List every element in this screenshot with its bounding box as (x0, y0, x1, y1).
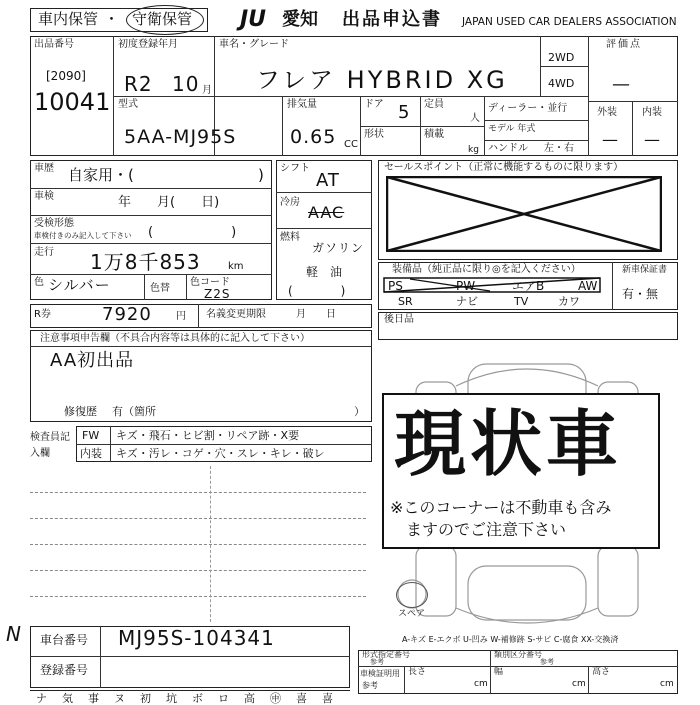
options-label: 装備品（純正品に限り◎を記入ください） (392, 264, 581, 275)
shift-label: シフト (280, 163, 310, 174)
receipt-label: 受検形態 (34, 218, 74, 229)
sales-points-label: セールスポイント（正常に機能するものに限ります） (384, 162, 624, 173)
capacity-unit: 人 (470, 113, 480, 124)
sales-points-cross (386, 176, 662, 252)
type-cert-ref: 参考 (370, 658, 384, 666)
storage-right: 守衛保管 (132, 10, 193, 28)
lot-number: 10041 (34, 88, 111, 116)
repair-close: ） (354, 405, 365, 418)
name-change-value: 月 日 (296, 309, 336, 320)
opt-airbag: エアB (512, 279, 545, 293)
name-change-label: 名義変更期限 (206, 309, 266, 320)
inspector-label: 検査員記入欄 (30, 432, 70, 459)
chassis-value: MJ95S-104341 (118, 626, 275, 650)
after-items-block (378, 312, 678, 340)
drive-4wd: 4WD (548, 77, 575, 90)
displacement-value: 0.65 (290, 126, 337, 148)
reg-label: 登録番号 (40, 663, 89, 677)
doors-label: ドア (364, 99, 384, 110)
rating-value: — (612, 74, 630, 95)
storage-circle (126, 5, 204, 35)
options-strike (380, 276, 608, 310)
notice-line2: ますのでご注意下さい (406, 520, 567, 539)
org-name: 愛知 (282, 9, 318, 30)
color-value: シルバー (48, 276, 111, 294)
notice-line1: ※このコーナーは不動車も含み (390, 498, 612, 517)
width-cm: cm (572, 679, 586, 689)
recycle-label: R券 (34, 309, 51, 320)
width-label: 幅 (494, 667, 504, 677)
footer-cell-7: ボ (192, 692, 203, 705)
shape-label: 形状 (364, 129, 384, 140)
color-code-value: Z2S (204, 287, 231, 301)
load-label: 積載 (424, 129, 444, 140)
cc-unit: CC (344, 139, 358, 150)
int-items: キズ・汚レ・コゲ・穴・スレ・キレ・破レ (116, 447, 325, 460)
name-label: 車名・グレード (219, 39, 289, 50)
storage-dot: ・ (104, 10, 120, 28)
footer-cell-6: 坑 (166, 692, 177, 705)
length-label: 長さ (408, 667, 427, 677)
opt-tv: TV (514, 295, 529, 308)
receipt-paren: ( ) (148, 225, 237, 240)
opt-aw: AW (578, 279, 598, 293)
interior-value: — (644, 130, 660, 149)
storage-left: 車内保管 (38, 10, 99, 28)
footer-strip (30, 690, 350, 704)
fw-items: キズ・飛石・ヒビ割・リペア跡・X要 (116, 429, 300, 442)
damage-legend: A-キズ E-エクボ U-凹み W-補修跡 S-サビ C-腐食 XX-交換済 (402, 635, 619, 644)
height-label: 高さ (592, 667, 611, 677)
notes-value: AA初出品 (50, 350, 135, 371)
repair-value: 有（箇所 (112, 405, 156, 418)
model-year-label: モデル 年式 (488, 124, 536, 134)
model-label: 型式 (118, 99, 138, 110)
notes-label: 注意事項申告欄（不具合内容等は具体的に記入して下さい） (40, 333, 310, 344)
interior-label: 内装 (642, 107, 662, 118)
handle-value: 左・右 (544, 143, 574, 154)
fuel-label: 燃料 (280, 232, 300, 243)
drive-2wd: 2WD (548, 51, 575, 64)
chassis-label: 車台番号 (40, 633, 89, 647)
first-reg-label: 初度登録年月 (118, 39, 178, 50)
displacement-label: 排気量 (287, 99, 317, 110)
history-label: 車歴 (34, 163, 54, 174)
fw-label: FW (82, 429, 100, 442)
footer-cell-5: 初 (140, 692, 151, 705)
warranty-value: 有・無 (622, 287, 659, 301)
footer-cell-10: ㊥ (270, 692, 281, 705)
kg-unit: kg (468, 145, 479, 155)
doors-value: 5 (398, 102, 411, 123)
color-code-label: 色コード (190, 277, 230, 288)
mileage-label: 走行 (34, 247, 54, 258)
opt-sr: SR (398, 295, 413, 308)
ac-value: AAC (308, 203, 345, 222)
handle-label: ハンドル (488, 143, 528, 154)
exterior-value: — (602, 130, 618, 149)
footer-cell-3: 事 (88, 692, 99, 705)
history-close: ) (258, 166, 264, 184)
opt-leather: カワ (558, 295, 580, 308)
mileage-value: 1万8千853 (90, 250, 201, 274)
color-label: 色 (34, 277, 44, 288)
name-value: フレア HYBRID XG (256, 66, 508, 94)
first-reg-month: 10 (172, 72, 200, 96)
after-label: 後日品 (384, 314, 414, 325)
bottom-mark: N (6, 622, 21, 646)
opt-navi: ナビ (456, 295, 478, 308)
class-label: 類別区分番号 (494, 650, 542, 659)
receipt-note: 車検付きのみ記入して下さい (34, 231, 132, 240)
cert-ref: 参考 (362, 681, 378, 690)
cert-label: 車検証明用 (360, 669, 400, 678)
lot-sub: [2090] (46, 69, 86, 83)
class-ref: 参考 (540, 658, 554, 666)
capacity-label: 定員 (424, 99, 444, 110)
notice-big: 現状車 (394, 402, 623, 486)
lot-label: 出品番号 (34, 39, 74, 50)
ju-logo: JU (240, 7, 267, 32)
spare-tire-icon (396, 582, 428, 608)
footer-cell-12: 喜 (322, 692, 333, 705)
int-label: 内装 (80, 447, 102, 460)
recycle-value: 7920 (102, 304, 152, 325)
shift-value: AT (316, 170, 340, 191)
type-cert-label: 形式指定番号 (362, 650, 410, 659)
dealer-label: ディーラー・並行 (488, 103, 568, 114)
footer-cell-8: ロ (218, 692, 229, 705)
exterior-label: 外装 (597, 107, 617, 118)
fuel-paren: ( ) (288, 284, 346, 298)
warranty-label: 新車保証書 (622, 265, 668, 275)
km-unit: km (228, 261, 244, 272)
inspector-area (30, 466, 372, 622)
inspection-value: 年 月( 日) (118, 195, 220, 210)
model-value: 5AA-MJ95S (124, 126, 237, 148)
fuel-alt: 軽 油 (306, 265, 343, 279)
length-cm: cm (474, 679, 488, 689)
footer-cell-4: ヌ (114, 692, 125, 705)
form-title: 出品申込書 (342, 9, 442, 30)
yen-unit: 円 (176, 311, 186, 322)
history-value: 自家用・( (68, 166, 134, 184)
spare-label: スペア (398, 609, 426, 619)
fuel-value: ガソリン (312, 241, 365, 255)
first-reg-year: R2 (124, 72, 153, 96)
inspection-label: 車検 (34, 191, 54, 202)
footer-cell-11: 喜 (296, 692, 307, 705)
height-cm: cm (660, 679, 674, 689)
ac-label: 冷房 (280, 197, 300, 208)
rating-label: 評価点 (606, 39, 642, 50)
color-change-label: 色替 (150, 283, 170, 294)
footer-cell-9: 高 (244, 692, 255, 705)
opt-ps: PS (388, 279, 403, 293)
month-unit: 月 (202, 85, 212, 96)
footer-cell-2: 気 (62, 692, 73, 705)
association-name: JAPAN USED CAR DEALERS ASSOCIATION (462, 16, 677, 28)
repair-label: 修復歴 (64, 405, 97, 418)
footer-cell-1: ナ (36, 692, 47, 705)
